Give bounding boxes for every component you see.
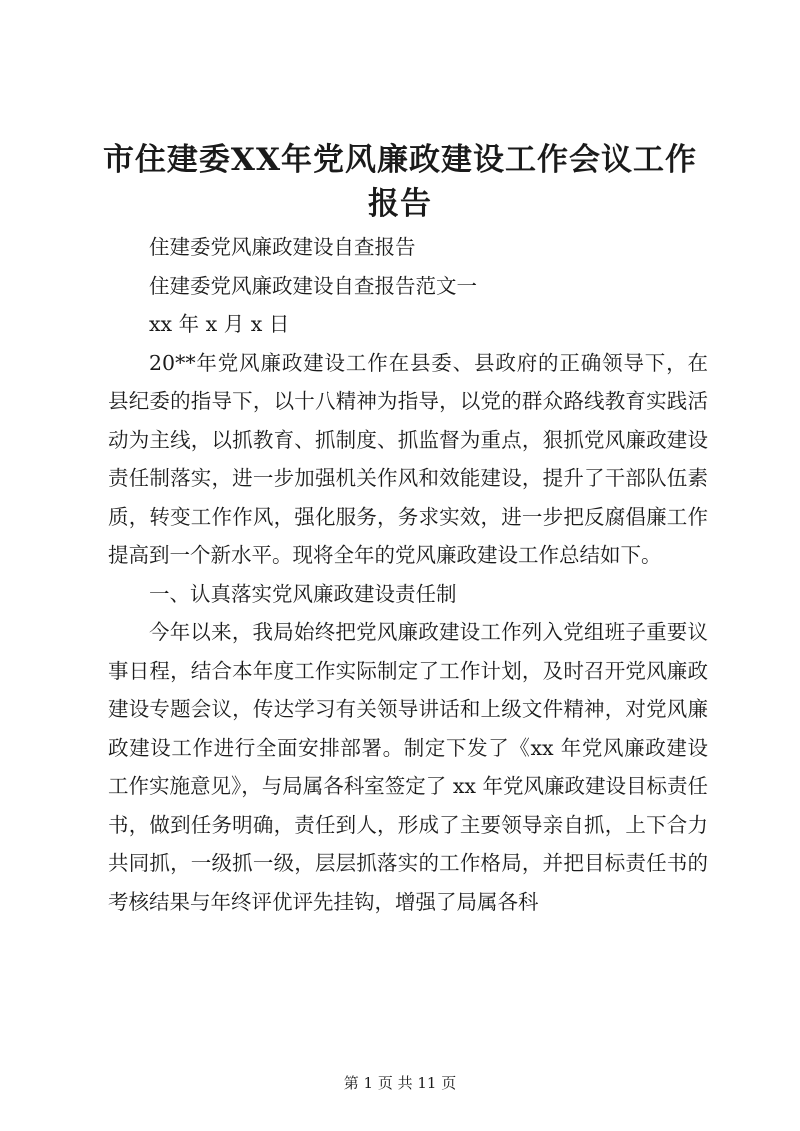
page-footer: 第 1 页 共 11 页 xyxy=(343,1074,457,1092)
document-body xyxy=(108,228,708,921)
paragraph-section-1: 今年以来，我局始终把党风廉政建设工作列入党组班子重要议事日程，结合本年度工作实际制定了工作计划，及时召开党风廉政建设专题会议，传达学习有关领导讲话和上级文件精神，对党风廉政建设工作进行全面安排部署。制定下发了《xx 年党风廉政建设工作实施意见》，与局属各科室签定了 xx 年党风廉政建设目标责任书，做到任务明确，责任到人，形成了主要领导亲自抓，上下合力共同抓，一级抓一级，层层抓落实的工作格局，并把目标责任书的考核结果与年终评优评先挂钩，增强了局属各科 xyxy=(108,620,708,914)
paragraph-intro: 20**年党风廉政建设工作在县委、县政府的正确领导下，在县纪委的指导下，以十八精神为指导，以党的群众路线教育实践活动为主线，以抓教育、抓制度、抓监督为重点，狠抓党风廉政建设责任制落实，进一步加强机关作风和效能建设，提升了干部队伍素质，转变工作作风，强化服务，务求实效，进一步把反腐倡廉工作提高到一个新水平。现将全年的党风廉政建设工作总结如下。 xyxy=(108,350,708,567)
section-heading-1: 一、认真落实党风廉政建设责任制 xyxy=(149,581,457,606)
paragraph-subtitle: 住建委党风廉政建设自查报告 xyxy=(149,235,416,259)
paragraph-date: xx 年 x 月 x 日 xyxy=(149,312,290,336)
paragraph-subtitle-2: 住建委党风廉政建设自查报告范文一 xyxy=(149,273,477,298)
document-title: 市住建委XX年党风廉政建设工作会议工作报告 xyxy=(102,142,698,222)
